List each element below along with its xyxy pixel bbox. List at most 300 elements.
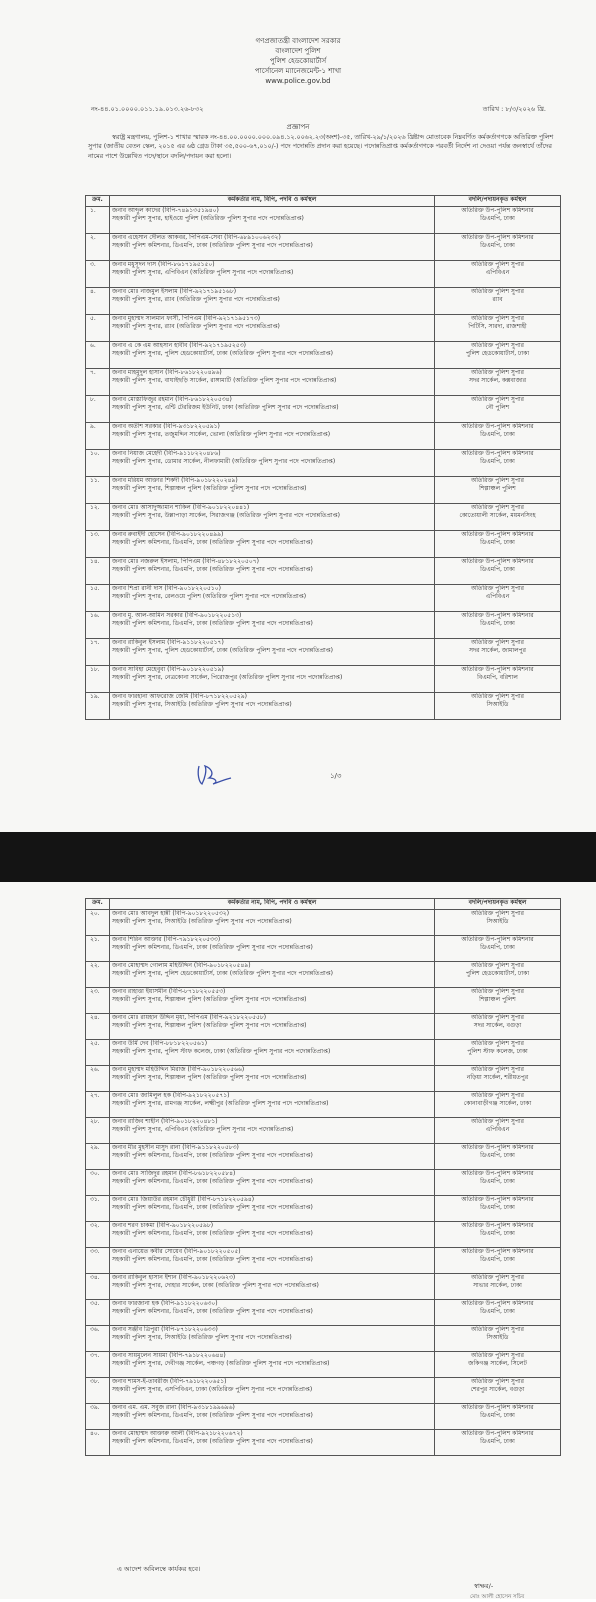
row-serial: ৩৮. [86,1378,110,1404]
posting-position: অতিরিক্ত উপ-পুলিশ কমিশনার [461,1300,534,1307]
row-posting [435,504,561,531]
row-serial: ৩৫. [86,1300,110,1326]
row-serial: ২১. [86,936,110,962]
officer-designation: সহকারী পুলিশ কমিশনার, ডিএমপি, ঢাকা (অতিরিক্ত পুলিশ সুপার পদে পদোন্নতিপ্রাপ্ত) [112,1411,313,1419]
officer-designation: সহকারী পুলিশ সুপার, এপিবিএন (অতিরিক্ত পুলিশ সুপার পদে পদোন্নতিপ্রাপ্ত) [112,268,294,276]
posting-location: পুলিশ হেডকোয়ার্টার্স, ঢাকা [465,969,530,977]
row-serial: ১১. [86,477,110,504]
officer-name: জনাব মধুসূদন দাস (বিপি-৮৬১৭১৯৫১৫০) [112,261,215,268]
row-serial: ১৫. [86,585,110,612]
officer-designation: সহকারী পুলিশ সুপার, দেবীগঞ্জ সার্কেল, পঞ্চগড় (অতিরিক্ত পুলিশ সুপার পদে পদোন্নতিপ্রাপ্ত) [112,1359,330,1367]
row-officer [110,639,435,666]
table-row [86,369,561,396]
officer-name: জনাব শামস-ই-তাবরীজ (বিপি-৭৯১৮২২০৬৫১) [112,1378,227,1385]
officer-designation: সহকারী পুলিশ সুপার, শিল্পাঞ্চল পুলিশ (অতিরিক্ত পুলিশ সুপার পদে পদোন্নতিপ্রাপ্ত) [112,1021,307,1029]
posting-location: ডিএমপি, ঢাকা [480,1177,515,1185]
row-posting [435,531,561,558]
row-serial: ২৩. [86,988,110,1014]
officer-name: জনাব মোহাম্মদ আক্তারু আলী (বিপি-৯২১৮২২০৬৭২) [112,1430,243,1437]
row-serial: ১৯. [86,693,110,720]
row-officer [110,666,435,693]
posting-location: ডিএমপি, ঢাকা [480,943,515,951]
table-row [86,1118,561,1144]
officer-designation: সহকারী পুলিশ সুপার, হাইওয়ে পুলিশ (অতিরিক্ত পুলিশ সুপার পদে পদোন্নতিপ্রাপ্ত) [112,214,304,222]
notice-paragraph: স্বরাষ্ট্র মন্ত্রণালয়, পুলিশ-১ শাখার স্মারক নং-৪৪.০০.০০০০.০০০.০৯৪.১২.০০৬২.২৩(অংশ)-৩৫, তারিখ-২৯/১/২০২৬ খ্রিষ্টাব্দ মোতাবেক নিম্নবর্ণিত কর্মকর্তাগণকে অতিরিক্ত পুলিশ সুপার (জাতীয় বেতন স্কেল, ২০১৫ এর ৬ষ্ঠ গ্রেড টাকা ৩৫,৫০০-৬৭,০১০/-) পদে পদোন্নতি প্রদান করা হয়েছে। পদোন্নতিপ্রাপ্ত কর্মকর্তাগণকে পরবর্তী নির্দেশ না দেওয়া পর্যন্ত জনস্বার্থে তাঁদের নামের পাশে উল্লেখিত পদে/স্থানে বদলি/পদায়ন করা হলো। [88,134,554,160]
officer-designation: সহকারী পুলিশ সুপার, সিআইডি (অতিরিক্ত পুলিশ সুপার পদে পদোন্নতিপ্রাপ্ত) [112,700,292,708]
row-posting [435,1222,561,1248]
posting-position: অতিরিক্ত উপ-পুলিশ কমিশনার [461,558,534,565]
row-officer [110,396,435,423]
row-posting [435,342,561,369]
posting-position: অতিরিক্ত উপ-পুলিশ কমিশনার [461,207,534,214]
posting-position: অতিরিক্ত পুলিশ সুপার [471,1378,524,1385]
table-row [86,1066,561,1092]
row-posting [435,207,561,234]
row-serial: ৬. [86,342,110,369]
posting-location: ডিএমপি, ঢাকা [480,241,515,249]
table-row [86,693,561,720]
posting-position: অতিরিক্ত পুলিশ সুপার [471,1066,524,1073]
row-serial: ২০. [86,910,110,936]
posting-position: অতিরিক্ত পুলিশ সুপার [471,342,524,349]
row-officer [110,315,435,342]
table-row [86,1040,561,1066]
officer-name: জনাব এ কে এম আহসান হাবীব (বিপি-৯২১৭১৯৫২৫৩) [112,342,246,349]
row-officer [110,1378,435,1404]
row-serial: ৩১. [86,1196,110,1222]
officer-designation: সহকারী পুলিশ কমিশনার, ডিএমপি, ঢাকা (অতিরিক্ত পুলিশ সুপার পদে পদোন্নতিপ্রাপ্ত) [112,1437,313,1445]
posting-location: নৌ পুলিশ [485,403,510,411]
officer-designation: সহকারী পুলিশ কমিশনার, ডিএমপি, ঢাকা (অতিরিক্ত পুলিশ সুপার পদে পদোন্নতিপ্রাপ্ত) [112,538,313,546]
posting-position: অতিরিক্ত পুলিশ সুপার [471,693,524,700]
officer-name: জনাব মোস্তাফিজুর রহমান (বিপি-৮৬১৮২২০৫৩৪) [112,396,232,403]
row-officer [110,1118,435,1144]
row-serial: ১৮. [86,666,110,693]
posting-location: পুলিশ স্টাফ কলেজ, ঢাকা [467,1047,528,1055]
row-serial: ৩৯. [86,1404,110,1430]
posting-position: অতিরিক্ত উপ-পুলিশ কমিশনার [461,1196,534,1203]
officer-designation: সহকারী পুলিশ কমিশনার, ডিএমপি, ঢাকা (অতিরিক্ত পুলিশ সুপার পদে পদোন্নতিপ্রাপ্ত) [112,1151,313,1159]
posting-position: অতিরিক্ত পুলিশ সুপার [471,1014,524,1021]
table-row [86,234,561,261]
posting-location: পিটিসি, সারদা, রাজশাহী [468,322,527,330]
row-officer [110,1170,435,1196]
officer-name: জনাব এম. এম. সবুজ রানা (বিপি-৯৩১৮১৯৯৬৯৬) [112,1404,235,1411]
officer-designation: সহকারী পুলিশ কমিশনার, ডিএমপি, ঢাকা (অতিরিক্ত পুলিশ সুপার পদে পদোন্নতিপ্রাপ্ত) [112,1203,313,1211]
officer-designation: সহকারী পুলিশ সুপার, র‍্যাব (অতিরিক্ত পুলিশ সুপার পদে পদোন্নতিপ্রাপ্ত) [112,322,280,330]
posting-position: অতিরিক্ত পুলিশ সুপার [471,910,524,917]
posting-position: অতিরিক্ত উপ-পুলিশ কমিশনার [461,1248,534,1255]
posting-location: বিএমপি, বরিশাল [477,673,518,681]
table-row [86,288,561,315]
page-number: ১/৩ [330,772,342,780]
row-serial: ৩. [86,261,110,288]
table-row [86,261,561,288]
row-serial: ৫. [86,315,110,342]
table-row [86,639,561,666]
posting-location: ডিএমপি, ঢাকা [480,619,515,627]
row-officer [110,1222,435,1248]
row-posting [435,1404,561,1430]
officer-name: জনাব উর্মি দেব (বিপি-৮৮১৮২২০৫৬১) [112,1040,208,1047]
row-serial: ১. [86,207,110,234]
posting-location: সিআইডি [486,917,509,925]
row-posting [435,1092,561,1118]
posting-position: অতিরিক্ত পুলিশ সুপার [471,585,524,592]
table-row [86,666,561,693]
row-serial: ৩২. [86,1222,110,1248]
officer-designation: সহকারী পুলিশ কমিশনার, ডিএমপি, ঢাকা (অতিরিক্ত পুলিশ সুপার পদে পদোন্নতিপ্রাপ্ত) [112,1255,313,1263]
table-row [86,315,561,342]
row-officer [110,1274,435,1300]
row-serial: ২৭. [86,1092,110,1118]
row-officer [110,1092,435,1118]
table-row [86,962,561,988]
row-officer [110,693,435,720]
letterhead-govt: গণপ্রজাতন্ত্রী বাংলাদেশ সরকার [255,37,341,45]
table-row [86,1326,561,1352]
row-officer [110,504,435,531]
table-row [86,1222,561,1248]
officer-designation: সহকারী পুলিশ সুপার, পুলিশ হেডকোয়ার্টার্স, ঢাকা (অতিরিক্ত পুলিশ সুপার পদে পদোন্নতিপ্রাপ্ত) [112,969,333,977]
officer-designation: সহকারী পুলিশ সুপার, তজুমদ্দিন সার্কেল, ভোলা (অতিরিক্ত পুলিশ সুপার পদে পদোন্নতিপ্রাপ্ত) [112,430,331,438]
col-header-posting: বদলি/পদায়নকৃত কর্মস্থল [435,196,561,207]
officer-designation: সহকারী পুলিশ সুপার, পুলিশ হেডকোয়ার্টার্স, ঢাকা (অতিরিক্ত পুলিশ সুপার পদে পদোন্নতিপ্রাপ্ত) [112,349,333,357]
posting-location: শিল্পাঞ্চল পুলিশ [479,484,516,492]
posting-position: অতিরিক্ত উপ-পুলিশ কমিশনার [461,450,534,457]
posting-position: অতিরিক্ত উপ-পুলিশ কমিশনার [461,1170,534,1177]
row-officer [110,423,435,450]
posting-location: সদর সার্কেল, বগুড়া [473,1021,522,1029]
posting-location: ডিএমপি, ঢাকা [480,214,515,222]
table-row [86,504,561,531]
officer-name: জনাব মরিয়ম আক্তার শিকদী (বিপি-৯০১৮২২০২৪৯) [112,477,238,484]
table-row [86,450,561,477]
row-posting [435,1378,561,1404]
officer-designation: সহকারী পুলিশ কমিশনার, ডিএমপি, ঢাকা (অতিরিক্ত পুলিশ সুপার পদে পদোন্নতিপ্রাপ্ত) [112,1307,313,1315]
promotion-table-page-2 [85,898,561,1456]
row-officer [110,261,435,288]
posting-position: অতিরিক্ত উপ-পুলিশ কমিশনার [461,612,534,619]
row-serial: ১৪. [86,558,110,585]
table-row [86,936,561,962]
col-header-name: কর্মকর্তার নাম, বিপি, পদবি ও কর্মস্থল [110,196,435,207]
letterhead-police: বাংলাদেশ পুলিশ [275,47,321,55]
officer-name: জনাব সঞ্জীব ত্রিপুরা (বিপি-৮৭১৮২২০৬৩৩) [112,1326,218,1333]
posting-position: অতিরিক্ত পুলিশ সুপার [471,315,524,322]
officer-name: জনাব এহেসান দৌলত আকবর, পিপিএম-সেবা (বিপি-৬৮৯১০০৬২৩২) [112,234,281,241]
posting-position: অতিরিক্ত উপ-পুলিশ কমিশনার [461,423,534,430]
row-posting [435,450,561,477]
posting-location: কোতোয়ালী সার্কেল, ময়মনসিংহ [459,511,536,519]
row-officer [110,369,435,396]
posting-position: অতিরিক্ত উপ-পুলিশ কমিশনার [461,531,534,538]
table-row [86,1378,561,1404]
row-serial: ৭. [86,369,110,396]
table-row [86,342,561,369]
row-posting [435,585,561,612]
row-posting [435,1430,561,1456]
document-page-2 [0,882,596,1599]
officer-designation: সহকারী পুলিশ কমিশনার, ডিএমপি, ঢাকা (অতিরিক্ত পুলিশ সুপার পদে পদোন্নতিপ্রাপ্ত) [112,1177,313,1185]
officer-name: জনাব মোঃ নজরুল ইসলাম, পিপিএম (বিপি-৪৮১৮২২০৫০৭) [112,558,259,565]
officer-name: জনাব মোঃ রায়হান উদ্দিন মৃধা, পিপিএম (বিপি-৯২১৮২২০৫৫৮) [112,1014,267,1021]
table-row [86,1430,561,1456]
officer-name: জনাব মোঃ নাজমুল ইসলাম (বিপি-৯২১৭১৯৫১৬৮) [112,288,237,295]
row-posting [435,1144,561,1170]
row-serial: ৮. [86,396,110,423]
row-posting [435,369,561,396]
row-posting [435,988,561,1014]
row-serial: ২২. [86,962,110,988]
row-officer [110,1040,435,1066]
row-posting [435,1040,561,1066]
posting-position: অতিরিক্ত উপ-পুলিশ কমিশনার [461,666,534,673]
table-row [86,1352,561,1378]
officer-designation: সহকারী পুলিশ কমিশনার, ডিএমপি, ঢাকা (অতিরিক্ত পুলিশ সুপার পদে পদোন্নতিপ্রাপ্ত) [112,619,313,627]
row-officer [110,342,435,369]
posting-location: ডিএমপি, ঢাকা [480,1255,515,1263]
row-officer [110,234,435,261]
posting-location: র‍্যাব [492,295,503,303]
posting-location: সিআইডি [486,700,509,708]
officer-designation: সহকারী পুলিশ সুপার, ডোমার সার্কেল, নীলফামারী (অতিরিক্ত পুলিশ সুপার পদে পদোন্নতিপ্রাপ্ত) [112,457,336,465]
row-serial: ২৬. [86,1066,110,1092]
row-serial: ৩৩. [86,1248,110,1274]
posting-location: এপিবিএন [485,268,510,276]
row-posting [435,962,561,988]
letterhead [0,36,596,86]
officer-designation: সহকারী পুলিশ সুপার, পুলিশ হেডকোয়ার্টার্স, ঢাকা (অতিরিক্ত পুলিশ সুপার পদে পদোন্নতিপ্রাপ্ত) [112,646,333,654]
row-posting [435,936,561,962]
row-posting [435,639,561,666]
row-serial: ৩৬. [86,1326,110,1352]
posting-position: অতিরিক্ত পুলিশ সুপার [471,988,524,995]
row-officer [110,1404,435,1430]
table-row [86,1274,561,1300]
officer-name: জনাব শিপ্রা রানী দাস (বিপি-৯০১৮২২০৫১০) [112,585,221,592]
row-serial: ১০. [86,450,110,477]
posting-location: ডিএমপি, ঢাকা [480,565,515,573]
row-posting [435,315,561,342]
officer-name: জনাব মুহাম্মদ মহিউদ্দিন মিরাজ (বিপি-৯০১৮২২০৫৬৬) [112,1066,245,1073]
notice-title: প্রজ্ঞাপন [286,123,310,131]
row-officer [110,477,435,504]
posting-position: অতিরিক্ত পুলিশ সুপার [471,288,524,295]
row-officer [110,450,435,477]
row-posting [435,1118,561,1144]
posting-location: ডিএমপি, ঢাকা [480,1411,515,1419]
officer-name: জনাব রাহাত্তা ইয়াসমীন (বিপি-৮৭১৮২২০৫৫৩) [112,988,226,995]
posting-location: ডিএমপি, ঢাকা [480,430,515,438]
row-posting [435,261,561,288]
row-officer [110,1196,435,1222]
memo-date: তারিখ : ৮/৩/২০২৬ খ্রি. [482,105,546,113]
row-serial: ১৭. [86,639,110,666]
table-row [86,1300,561,1326]
col-header-name: কর্মকর্তার নাম, বিপি, পদবি ও কর্মস্থল [110,899,435,910]
officer-name: জনাব মু. আল-আমিন সরকার (বিপি-৯০১৮২২০৫১৩) [112,612,242,619]
row-officer [110,558,435,585]
row-posting [435,693,561,720]
posting-location: ডিএমপি, ঢাকা [480,1203,515,1211]
row-posting [435,1274,561,1300]
letterhead-branch: পার্সোনেল ম্যানেজমেন্ট-১ শাখা [254,67,342,75]
row-officer [110,531,435,558]
row-serial: ৪০. [86,1430,110,1456]
letterhead-website: www.police.gov.bd [265,77,331,85]
row-officer [110,207,435,234]
officer-designation: সহকারী পুলিশ সুপার, এপিবিএন (অতিরিক্ত পুলিশ সুপার পদে পদোন্নতিপ্রাপ্ত) [112,1125,294,1133]
posting-location: সাভার সার্কেল, ঢাকা [473,1281,522,1289]
row-posting [435,666,561,693]
posting-position: অতিরিক্ত উপ-পুলিশ কমিশনার [461,1404,534,1411]
posting-position: অতিরিক্ত পুলিশ সুপার [471,504,524,511]
page-separator [0,832,596,882]
officer-designation: সহকারী পুলিশ সুপার, র‍্যাব (অতিরিক্ত পুলিশ সুপার পদে পদোন্নতিপ্রাপ্ত) [112,295,280,303]
table-row [86,988,561,1014]
row-officer [110,288,435,315]
officer-name: জনাব মোঃ জামিলুল হক (বিপি-৯২১৮২২০৫৭১) [112,1092,230,1099]
posting-location: শিল্পাঞ্চল পুলিশ [479,995,516,1003]
table-row [86,910,561,936]
posting-position: অতিরিক্ত উপ-পুলিশ কমিশনার [461,1222,534,1229]
table-row [86,477,561,504]
row-officer [110,612,435,639]
row-serial: ৩৭. [86,1352,110,1378]
letterhead-hq: পুলিশ হেডকোয়ার্টার্স [269,57,327,65]
row-serial: ২৫. [86,1040,110,1066]
table-row [86,396,561,423]
table-row [86,1014,561,1040]
table-row [86,1170,561,1196]
posting-position: অতিরিক্ত পুলিশ সুপার [471,477,524,484]
officer-name: জনাব ফারহানা আফরোজ জেমি (বিপি-৮৭১৮২২০৫২৯) [112,693,248,700]
officer-name: জনাব ফারজানা হক (বিপি-৯১১৮২২০৬৩০) [112,1300,218,1307]
officer-name: জনাব মোঃ জিয়াউর রহমান চৌধুরী (বিপি-৮৭১৮২২০৫৯৪) [112,1196,255,1203]
row-officer [110,962,435,988]
officer-designation: সহকারী পুলিশ সুপার, দোহার সার্কেল, ঢাকা (অতিরিক্ত পুলিশ সুপার পদে পদোন্নতিপ্রাপ্ত) [112,1281,319,1289]
posting-position: অতিরিক্ত উপ-পুলিশ কমিশনার [461,1430,534,1437]
row-posting [435,1196,561,1222]
officer-designation: সহকারী পুলিশ সুপার, বাঘাইছড়ি সার্কেল, রাঙ্গামাটি (অতিরিক্ত পুলিশ সুপার পদে পদোন্নতিপ্রাপ্ত) [112,376,337,384]
officer-name: জনাব রাজিব শাহীন (বিপি-৯০১৮২২০৪৮১) [112,1118,218,1125]
officer-name: জনাব শিরিন আক্তার (বিপি-৭৯১৮২২০৫৩৩) [112,936,221,943]
officer-designation: সহকারী পুলিশ কমিশনার, ডিএমপি, ঢাকা (অতিরিক্ত পুলিশ সুপার পদে পদোন্নতিপ্রাপ্ত) [112,241,313,249]
col-header-posting: বদলি/পদায়নকৃত কর্মস্থল [435,899,561,910]
officer-name: জনাব মোঃ সাজিদুর রহমান (বিপি-৮৬১৮২২০৫৮৪) [112,1170,236,1177]
officer-name: জনাব মাহমুদুল হাসান (বিপি-৮৬১৮২২০৪৯৬) [112,369,222,376]
officer-designation: সহকারী পুলিশ কমিশনার, ডিএমপি, ঢাকা (অতিরিক্ত পুলিশ সুপার পদে পদোন্নতিপ্রাপ্ত) [112,1229,313,1237]
row-serial: ১৬. [86,612,110,639]
row-serial: ৪. [86,288,110,315]
row-posting [435,612,561,639]
officer-designation: সহকারী পুলিশ কমিশনার, ডিএমপি, ঢাকা (অতিরিক্ত পুলিশ সুপার পদে পদোন্নতিপ্রাপ্ত) [112,565,313,573]
table-header-row [86,899,561,910]
posting-location: ডিএমপি, ঢাকা [480,457,515,465]
signatory-name: মোঃ আলী হোসেন সচিব [470,1594,525,1600]
row-officer [110,1430,435,1456]
table-row [86,423,561,450]
posting-position: অতিরিক্ত পুলিশ সুপার [471,396,524,403]
officer-designation: সহকারী পুলিশ সুপার, শিল্পাঞ্চল পুলিশ (অতিরিক্ত পুলিশ সুপার পদে পদোন্নতিপ্রাপ্ত) [112,1073,307,1081]
row-posting [435,288,561,315]
officer-name: জনাব রুবাইদী হোসেন (বিপি-৯০১৮২২০৪৯৯) [112,531,224,538]
posting-location: নড়িয়া সার্কেল, শরীয়তপুর [466,1073,529,1081]
row-serial: ২৯. [86,1144,110,1170]
posting-position: অতিরিক্ত পুলিশ সুপার [471,261,524,268]
row-serial: ১৩. [86,531,110,558]
posting-position: অতিরিক্ত পুলিশ সুপার [471,1040,524,1047]
table-row [86,207,561,234]
officer-designation: সহকারী পুলিশ সুপার, উল্লাপাড়া সার্কেল, সিরাজগঞ্জ (অতিরিক্ত পুলিশ সুপার পদে পদোন্নতিপ্রাপ্ত) [112,511,340,519]
posting-location: সদর সার্কেল, কক্সবাজার [468,376,526,384]
order-effective-line: এ আদেশ অবিলম্বে কার্যকর হবে। [117,1565,201,1573]
signature-initial [193,760,233,788]
officer-name: জনাব মীর মুহসীন মাসুদ রানা (বিপি-৯১১৮২২০৫৮৩) [112,1144,239,1151]
row-posting [435,1248,561,1274]
row-officer [110,1326,435,1352]
officer-name: জনাব এনায়েত কবীর সোয়েব (বিপি-৯০১৮২২০৫০৫) [112,1248,241,1255]
posting-position: অতিরিক্ত পুলিশ সুপার [471,1352,524,1359]
row-posting [435,1066,561,1092]
posting-location: ডিএমপি, ঢাকা [480,1151,515,1159]
posting-position: অতিরিক্ত পুলিশ সুপার [471,1092,524,1099]
posting-location: এপিবিএন [485,1125,510,1133]
posting-location: কোনাবাড়ীগঞ্জ সার্কেল, ঢাকা [463,1099,532,1107]
row-serial: ৩০. [86,1170,110,1196]
row-posting [435,1014,561,1040]
row-officer [110,585,435,612]
officer-name: জনাব অতীশ সরকার (বিপি-৯৩১৮২২০৫৯১) [112,423,220,430]
posting-position: অতিরিক্ত উপ-পুলিশ কমিশনার [461,936,534,943]
col-header-sl: ক্রম. [86,899,110,910]
posting-location: জকিগঞ্জ সার্কেল, সিলেট [468,1359,527,1367]
officer-designation: সহকারী পুলিশ কমিশনার, ডিএমপি, ঢাকা (অতিরিক্ত পুলিশ সুপার পদে পদোন্নতিপ্রাপ্ত) [112,943,313,951]
row-officer [110,1066,435,1092]
officer-name: জনাব শরণ চাকমা (বিপি-৯০১৮২২০৫৯৮) [112,1222,214,1229]
officer-designation: সহকারী পুলিশ সুপার, সিআইডি (অতিরিক্ত পুলিশ সুপার পদে পদোন্নতিপ্রাপ্ত) [112,1333,292,1341]
officer-name: জনাব মুহাম্মদ সালমান ফার্সী, পিপিএম (বিপি-৯২১৭১৯৫১৭৩) [112,315,261,322]
posting-position: অতিরিক্ত পুলিশ সুপার [471,639,524,646]
officer-name: জনাব মোঃ আবদুল হান্নী (বিপি-৯০১৮২২০৫৩২) [112,910,230,917]
row-posting [435,558,561,585]
officer-designation: সহকারী পুলিশ সুপার, শিল্পাঞ্চল পুলিশ (অতিরিক্ত পুলিশ সুপার পদে পদোন্নতিপ্রাপ্ত) [112,484,307,492]
row-officer [110,988,435,1014]
row-officer [110,936,435,962]
table-row [86,612,561,639]
row-posting [435,1326,561,1352]
posting-position: অতিরিক্ত পুলিশ সুপার [471,1118,524,1125]
posting-position: অতিরিক্ত পুলিশ সুপার [471,369,524,376]
posting-location: সিআইডি [486,1333,509,1341]
officer-name: জনাব আব্দুল কাদের (বিপি-৭৪৯১৩৫১৯৪০) [112,207,219,214]
officer-name: জনাব মোঃ আসাদুজ্জামান শাকিল (বিপি-৯০১৮২২০৪৪১) [112,504,250,511]
row-officer [110,1300,435,1326]
table-header-row [86,196,561,207]
table-row [86,1092,561,1118]
officer-designation: সহকারী পুলিশ সুপার, এসপিবিএন, ঢাকা (অতিরিক্ত পুলিশ সুপার পদে পদোন্নতিপ্রাপ্ত) [112,1385,313,1393]
posting-location: শেরপুর সার্কেল, বগুড়া [470,1385,525,1393]
officer-designation: সহকারী পুলিশ সুপার, রেলওয়ে পুলিশ (অতিরিক্ত পুলিশ সুপার পদে পদোন্নতিপ্রাপ্ত) [112,592,307,600]
row-posting [435,1352,561,1378]
table-row [86,1196,561,1222]
row-posting [435,477,561,504]
row-serial: ৯. [86,423,110,450]
posting-location: এপিবিএন [485,592,510,600]
officer-name: জনাব সাবিহা মেহেবুবা (বিপি-৯০১৮২২০৫১৯) [112,666,224,673]
table-row [86,558,561,585]
